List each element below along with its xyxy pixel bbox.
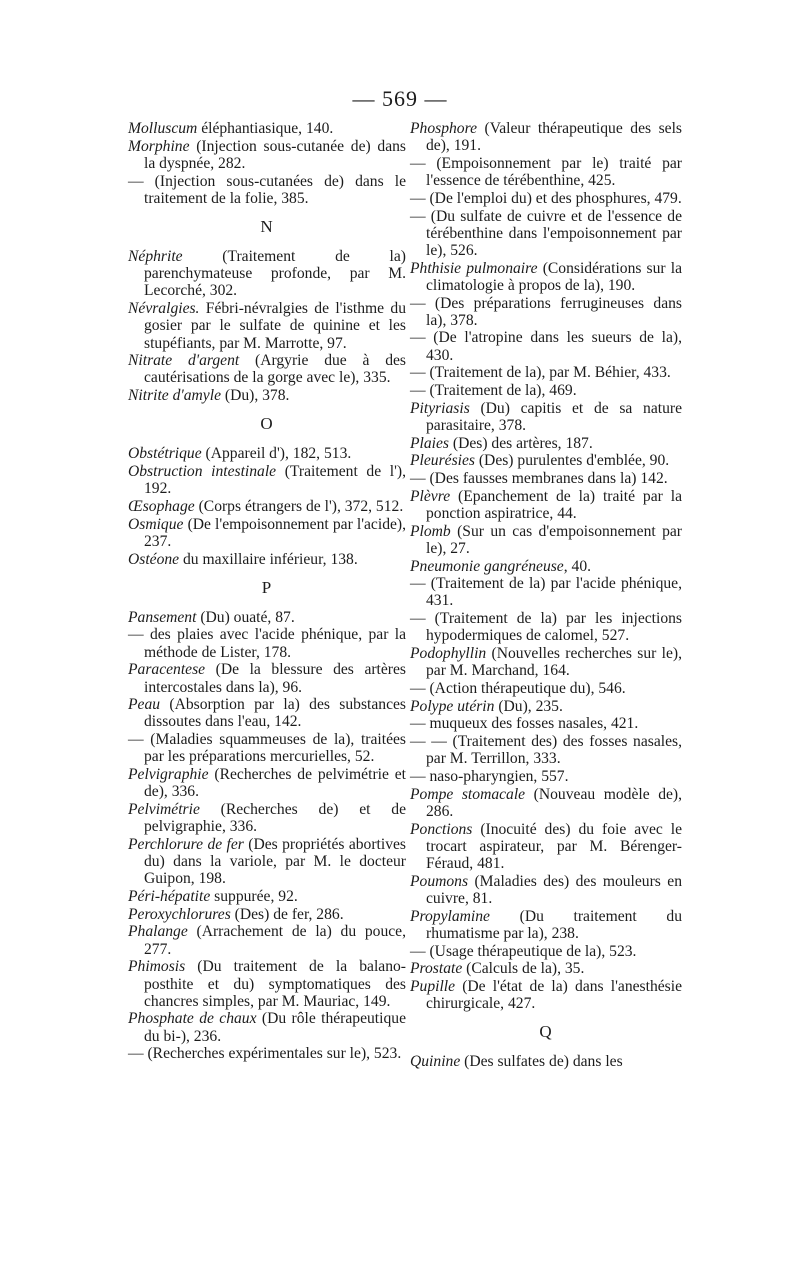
entry-heading: Polype utérin [410,697,495,715]
entry-heading: Péri-hépatite [128,888,211,906]
entry-text: — muqueux des fosses nasales, 421. [410,715,639,733]
index-entry [128,498,406,515]
entry-heading: Pleurésies [410,452,475,470]
entry-heading: Phthisie pulmonaire [410,259,538,277]
entry-text: (Traitement de l'), 192. [144,463,406,498]
entry-text: (Des) de fer, 286. [230,905,344,923]
index-entry [410,120,682,154]
index-entry [410,452,682,469]
entry-text: — (Recherches expérimentales sur le), 523. [128,1045,402,1063]
index-entry [410,295,682,329]
entry-heading: Molluscum [128,120,198,137]
entry-text: (Sur un cas d'empoisonnement par le), 27. [426,522,682,557]
entry-heading: Obstétrique [128,445,202,463]
entry-text: (Epanchement de la) traité par la ponction aspiratrice, 44. [426,487,682,522]
index-entry [410,558,682,575]
index-entry [410,523,682,557]
index-entry [128,696,406,730]
index-entry [410,943,682,960]
index-entry [128,923,406,957]
index-entry [128,352,406,386]
entry-heading: Néphrite [128,248,183,266]
index-entry [410,488,682,522]
entry-text: (Nouvelles recherches sur le), par M. Marchand, 164. [426,645,682,680]
index-entry [128,1010,406,1044]
entry-text: — (Des fausses membranes dans la) 142. [410,470,668,488]
entry-text: — (Injection sous-cutanées de) dans le traitement de la folie, 385. [128,172,406,207]
entry-text: — des plaies avec l'acide phénique, par la méthode de Lister, 178. [128,626,406,661]
entry-text: (Traitement de la) parenchymateuse profonde, par M. Lecorché, 302. [144,248,406,300]
entry-text: (Valeur thérapeutique des sels de), 191. [426,120,682,155]
entry-text: — — (Traitement des) des fosses nasales, par M. Terrillon, 333. [410,733,682,768]
entry-text: — (Empoisonnement par le) traité par l'essence de térébenthine, 425. [410,154,682,190]
entry-text: Fébri-névralgies de l'isthme du gosier par le sulfate de quinine et les stupéfiants, par M. Marrotte, 97. [144,300,406,352]
entry-text: (Nouveau modèle de), 286. [426,785,683,820]
entry-heading: Œsophage [128,497,195,515]
section-letter: N [260,217,274,237]
entry-text: (Des propriétés abortives du) dans la variole, par M. le docteur Guipon, 198. [144,835,406,888]
entry-text: (Calculs de la), 35. [462,960,585,978]
entry-text: — (Usage thérapeutique de la), 523. [410,942,637,960]
index-entry [128,626,406,660]
index-entry [128,248,406,300]
entry-text: (Du traitement de la balano-posthite et du) symptomatiques des chancres simples, par M. Mauriac, 149. [144,958,406,1010]
index-entry [128,551,406,568]
entry-heading: Poumons [410,872,469,890]
index-entry [410,821,682,873]
left-column [128,120,406,1063]
entry-text: (Du traitement du rhumatisme par la), 238. [426,907,682,942]
index-entry [410,260,682,294]
entry-heading: Quinine [410,1053,461,1071]
index-entry [410,470,682,487]
entry-text: — (Du sulfate de cuivre et de l'essence de térébenthine dans l'empoisonnement par le), 526. [410,207,682,259]
index-entry [128,766,406,800]
entry-text: (De la blessure des artères intercostales dans la), 96. [144,661,406,696]
entry-text: — naso-pharyngien, 557. [410,768,569,786]
right-column [410,120,682,1071]
index-entry [410,435,682,452]
entry-text: éléphantiasique, 140. [197,120,334,137]
entry-text: (Injection sous-cutanée de) dans la dyspnée, 282. [144,137,406,172]
entry-text: (Recherches de) et de pelvigraphie, 336. [144,801,406,836]
index-entry [410,155,682,189]
entry-heading: Névralgies. [128,300,200,318]
entry-text: — (Action thérapeutique du), 546. [410,680,626,697]
entry-text: (Argyrie due à des cautérisations de la gorge avec le), 335. [144,352,406,387]
index-entry [128,445,406,462]
index-entry [410,610,682,644]
entry-heading: Ostéone [128,550,180,568]
index-entry [410,733,682,767]
entry-text: — (De l'emploi du) et des phosphures, 479. [410,189,682,207]
index-entry [410,768,682,785]
index-entry [410,364,682,381]
entry-heading: Morphine [128,137,190,155]
entry-text: (Considérations sur la climatologie à propos de la), 190. [426,259,682,294]
entry-heading: Plèvre [410,487,451,505]
entry-text: (De l'empoisonnement par l'acide), 237. [144,515,406,550]
entry-text: (Absorption par la) des substances dissoutes dans l'eau, 142. [144,696,406,731]
index-entry [128,1045,406,1062]
index-entry [128,609,406,626]
entry-heading: Nitrate d'argent [128,352,240,370]
index-entry [128,173,406,207]
index-entry [410,645,682,679]
entry-text: — (Traitement de la), par M. Béhier, 433. [410,364,671,382]
index-entry [410,1053,682,1070]
entry-text: — (Traitement de la), 469. [410,382,577,400]
entry-text: du maxillaire inférieur, 138. [179,550,358,568]
entry-text: — (Traitement de la) par l'acide phénique, 431. [410,575,682,610]
index-entry [128,801,406,835]
entry-text: (Du), 235. [494,697,563,715]
entry-text: (Arrachement de la) du pouce, 277. [144,923,406,958]
entry-text: (Des) purulentes d'emblée, 90. [474,452,670,470]
entry-heading: Obstruction intestinale [128,463,277,481]
entry-text: (Recherches de pelvimétrie et de), 336. [144,766,406,801]
index-entry [410,873,682,907]
entry-text: (Inocuité des) du foie avec le trocart aspirateur, par M. Bérenger-Féraud, 481. [426,820,682,873]
index-entry [410,208,682,260]
section-letter: P [261,577,273,597]
entry-heading: Ponctions [410,820,473,838]
entry-heading: Phimosis [128,958,186,976]
entry-text: (Du) ouaté, 87. [196,608,295,626]
entry-heading: Plaies [410,434,449,452]
entry-text: (Du), 378. [220,387,290,405]
entry-text: (De l'état de la) dans l'anesthésie chirurgicale, 427. [426,977,682,1013]
index-entry [128,463,406,497]
index-entry [128,120,406,137]
index-entry [128,138,406,172]
entry-heading: Pelvigraphie [128,766,209,784]
entry-heading: Pansement [128,608,197,626]
entry-text: (Du) capitis et de sa nature parasitaire, 378. [426,399,682,434]
entry-text: (Appareil d'), 182, 513. [201,445,352,463]
index-entry [410,382,682,399]
index-entry [128,387,406,404]
entry-heading: Pompe stomacale [410,785,526,803]
entry-heading: Peroxychlorures [128,905,231,923]
entry-heading: Perchlorure de fer [128,835,244,853]
index-entry [410,680,682,697]
entry-heading: Pupille [410,977,456,995]
page-number: — 569 — [352,86,448,111]
entry-heading: Podophyllin [410,645,487,663]
index-entry [410,400,682,434]
entry-heading: Phalange [128,923,188,941]
section-letter: O [260,414,274,434]
entry-text: — (De l'atropine dans les sueurs de la), 430. [410,329,682,364]
entry-heading: Plomb [410,522,451,540]
entry-heading: Pelvimétrie [128,801,200,818]
index-entry [410,575,682,609]
entry-heading: Pneumonie gangréneuse [410,557,564,575]
entry-heading: Paracentese [128,661,206,679]
index-entry [128,888,406,905]
entry-heading: Peau [128,696,161,714]
entry-heading: Osmique [128,515,184,533]
index-entry [410,908,682,942]
index-entry [410,786,682,820]
entry-heading: Pityriasis [410,399,470,417]
entry-text: (Des) des artères, 187. [448,434,593,452]
index-entry [410,978,682,1012]
entry-text: , 40. [563,557,592,575]
section-letter: Q [539,1022,553,1042]
index-entry [410,698,682,715]
entry-text: — (Traitement de la) par les injections hypodermiques de calomel, 527. [410,610,682,645]
index-entry [128,836,406,888]
index-entry [410,190,682,207]
entry-heading: Prostate [410,960,463,978]
index-entry [128,906,406,923]
entry-text: — (Maladies squammeuses de la), traitées par les préparations mercurielles, 52. [128,731,406,766]
index-entry [128,516,406,550]
entry-text: — (Des préparations ferrugineuses dans la), 378. [410,294,682,329]
entry-heading: Phosphate de chaux [128,1010,257,1028]
entry-heading: Propylamine [410,907,490,925]
entry-text: suppurée, 92. [210,888,298,906]
entry-heading: Nitrite d'amyle [128,387,221,405]
entry-text: (Maladies des) des mouleurs en cuivre, 81. [426,872,682,907]
entry-heading: Phosphore [410,120,477,137]
index-entry [128,661,406,695]
index-entry [128,731,406,765]
index-entry [410,329,682,363]
index-entry [410,715,682,732]
index-entry [410,960,682,977]
entry-text: (Corps étrangers de l'), 372, 512. [194,497,404,515]
entry-text: (Des sulfates de) dans les [460,1053,623,1071]
entry-text: (Du rôle thérapeutique du bi-), 236. [144,1010,406,1045]
index-entry [128,300,406,352]
index-entry [128,958,406,1010]
